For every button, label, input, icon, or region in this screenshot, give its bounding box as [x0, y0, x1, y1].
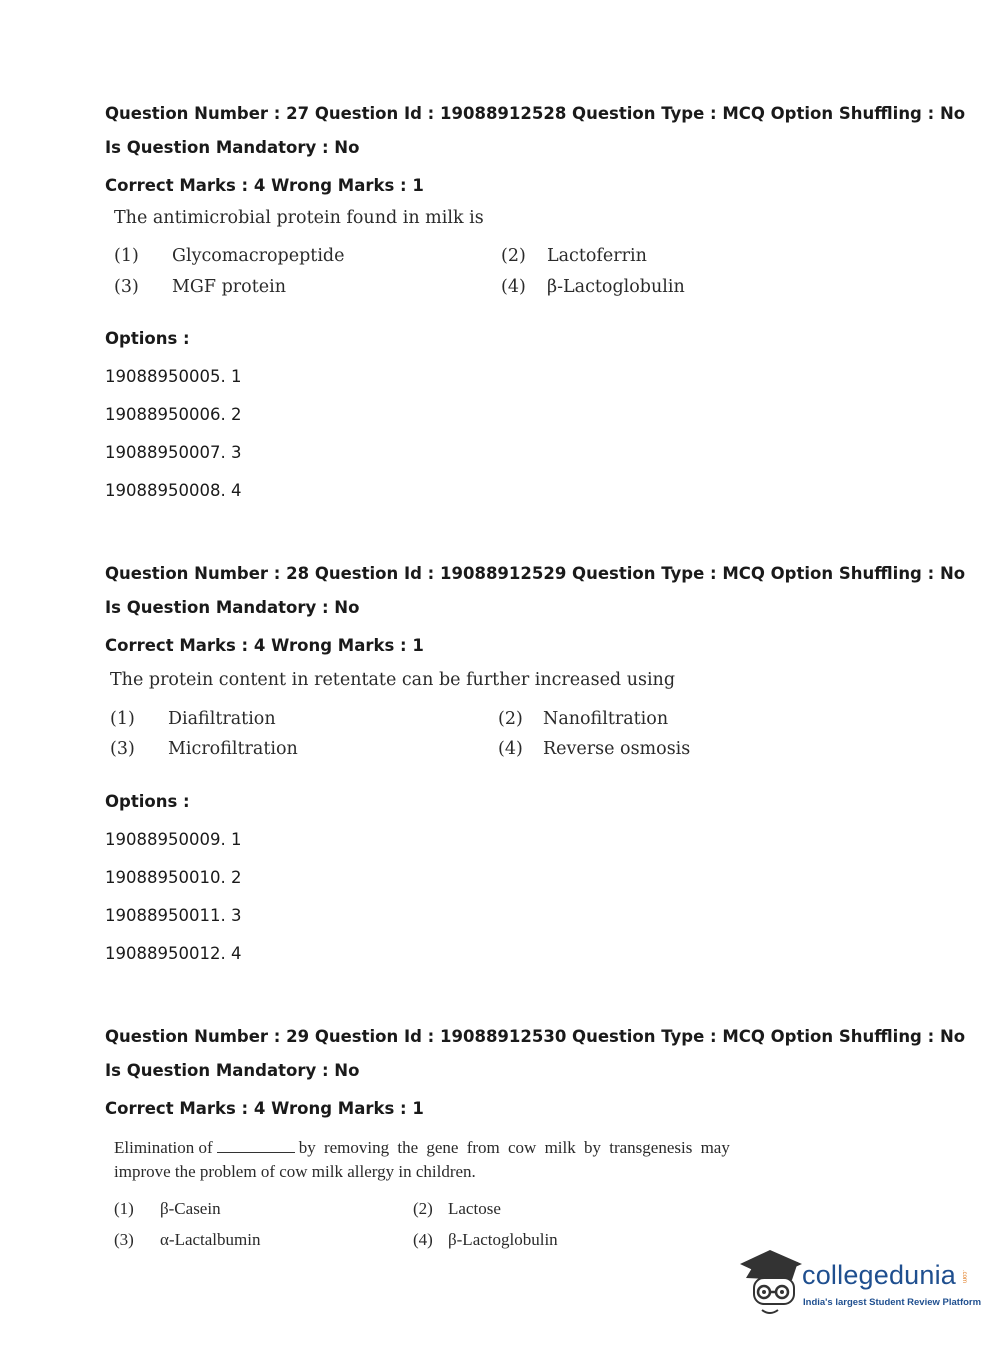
options-label: Options :: [105, 792, 190, 811]
question-meta: Question Number : 29 Question Id : 19088912530 Question Type : MCQ Option Shuffling : No: [105, 1027, 966, 1046]
logo-tagline: India's largest Student Review Platform: [803, 1297, 982, 1308]
choice-1: (1) β-Casein: [114, 1199, 221, 1218]
choice-1: (1) Diafiltration: [110, 709, 276, 729]
option-id: 19088950007. 3: [105, 443, 242, 462]
question-mandatory: Is Question Mandatory : No: [105, 138, 360, 157]
question-mandatory: Is Question Mandatory : No: [105, 1061, 360, 1080]
logo-wordmark: collegedunia: [802, 1260, 957, 1290]
fill-in-blank: [217, 1152, 295, 1153]
choice-4: (4) Reverse osmosis: [498, 739, 691, 759]
option-id: 19088950011. 3: [105, 906, 242, 925]
question-stem: The protein content in retentate can be further increased using: [110, 670, 676, 690]
question-stem: The antimicrobial protein found in milk is: [114, 208, 484, 228]
question-meta: Question Number : 27 Question Id : 19088912528 Question Type : MCQ Option Shuffling : No: [105, 104, 966, 123]
choice-3: (3) α-Lactalbumin: [114, 1230, 261, 1249]
choice-3: (3) MGF protein: [114, 277, 286, 297]
options-label: Options :: [105, 329, 190, 348]
question-marks: Correct Marks : 4 Wrong Marks : 1: [105, 1099, 424, 1118]
logo-dotcom: .com: [961, 1270, 967, 1284]
choice-4: (4) β-Lactoglobulin: [413, 1230, 558, 1249]
choice-4: (4) β-Lactoglobulin: [501, 277, 685, 297]
question-mandatory: Is Question Mandatory : No: [105, 598, 360, 617]
question-marks: Correct Marks : 4 Wrong Marks : 1: [105, 636, 424, 655]
question-meta: Question Number : 28 Question Id : 19088912529 Question Type : MCQ Option Shuffling : No: [105, 564, 966, 583]
option-id: 19088950006. 2: [105, 405, 242, 424]
choice-1: (1) Glycomacropeptide: [114, 246, 345, 266]
option-id: 19088950005. 1: [105, 367, 242, 386]
mascot-icon: [740, 1248, 804, 1320]
option-id: 19088950009. 1: [105, 830, 242, 849]
option-id: 19088950010. 2: [105, 868, 242, 887]
choice-2: (2) Lactose: [413, 1199, 501, 1218]
choice-2: (2) Nanofiltration: [498, 709, 669, 729]
choice-2: (2) Lactoferrin: [501, 246, 647, 266]
question-marks: Correct Marks : 4 Wrong Marks : 1: [105, 176, 424, 195]
question-stem: Elimination of by removing the gene from cow milk by transgenesis may improve the problem of cow milk allergy in children.: [114, 1138, 730, 1181]
collegedunia-logo: [740, 1248, 982, 1320]
option-id: 19088950008. 4: [105, 481, 242, 500]
choice-3: (3) Microfiltration: [110, 739, 298, 759]
option-id: 19088950012. 4: [105, 944, 242, 963]
